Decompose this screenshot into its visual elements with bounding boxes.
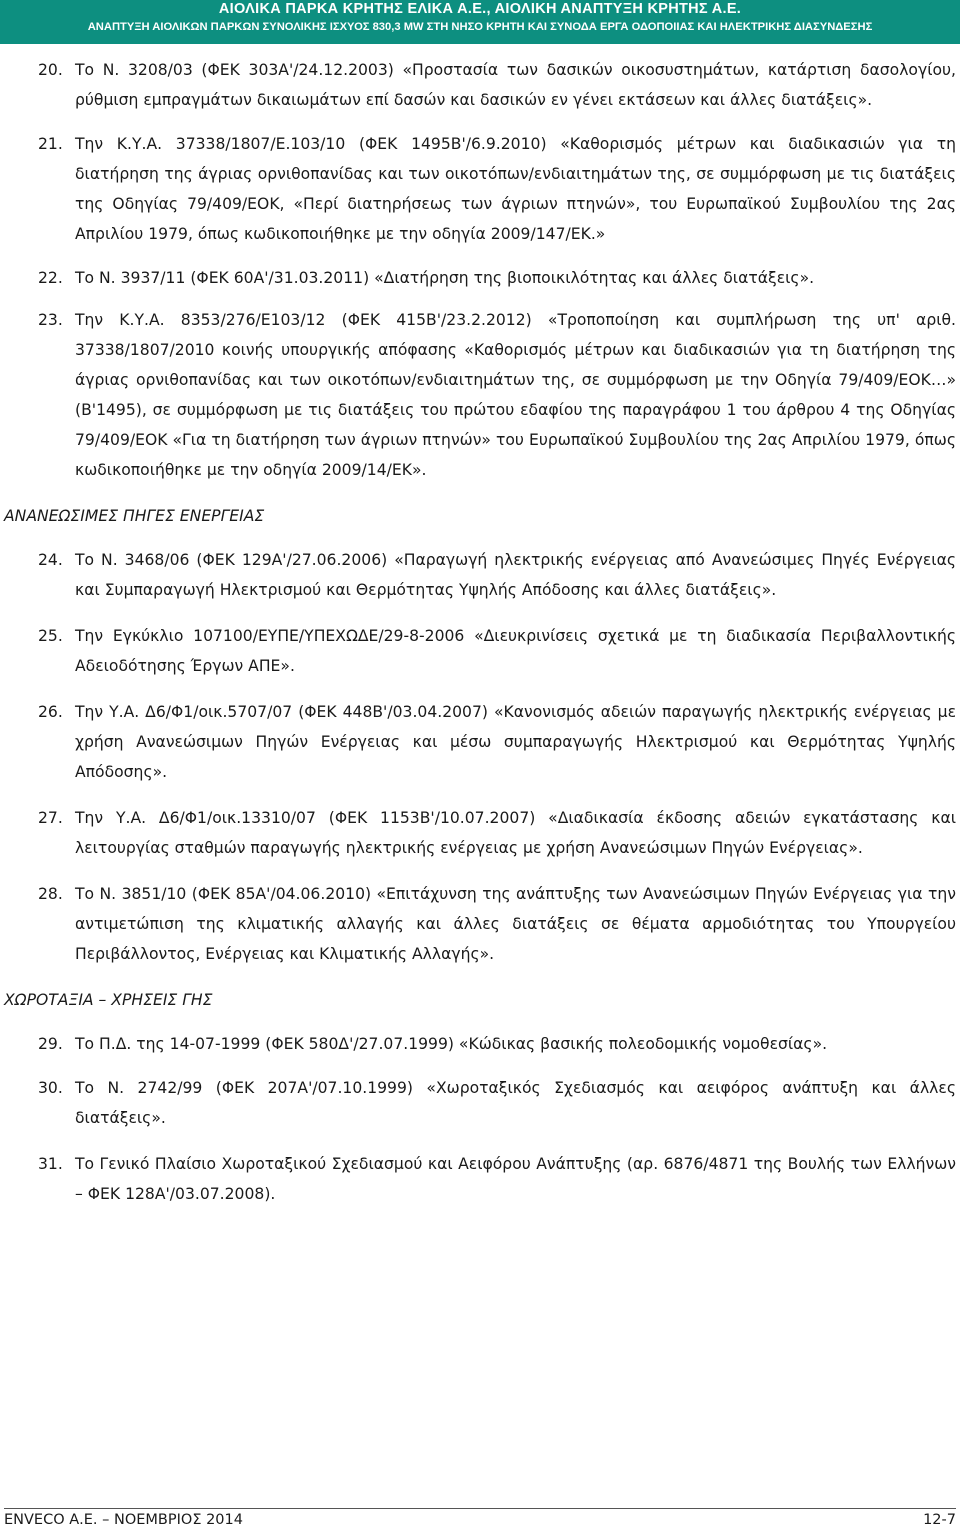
item-text: Την Κ.Υ.Α. 8353/276/Ε103/12 (ΦΕΚ 415Β'/23.2.2012) «Τροποποίηση και συμπλήρωση της υπ' αριθ. 37338/1807/2010 κοινής υπουργικής απόφασης «Καθορισμός μέτρων και διαδικασιών για τη διατήρηση της άγριας ορνιθοπανίδας και των οικοτόπων/ενδιαιτημάτων της, σε συμμόρφωση με την Οδηγία 79/409/ΕΟΚ…» (Β'1495), σε συμμόρφωση με τις διατάξεις του πρώτου εδαφίου της παραγράφου 1 του άρθρου 4 της Οδηγίας 79/409/ΕΟΚ «Για τη διατήρηση των άγριων πτηνών» του Ευρωπαϊκού Συμβουλίου της 2ας Απριλίου 1979, όπως κωδικοποιήθηκε με την οδηγία 2009/14/ΕΚ».: [75, 311, 956, 479]
item-text: Το Ν. 3468/06 (ΦΕΚ 129Α'/27.06.2006) «Παραγωγή ηλεκτρικής ενέργειας από Ανανεώσιμες Πηγές Ενέργειας και Συμπαραγωγή Ηλεκτρισμού και Θερμότητας Υψηλής Απόδοσης και άλλες διατάξεις».: [75, 551, 956, 599]
section-heading-renewables: ΑΝΑΝΕΩΣΙΜΕΣ ΠΗΓΕΣ ΕΝΕΡΓΕΙΑΣ: [4, 507, 265, 525]
item-text: Το Ν. 2742/99 (ΦΕΚ 207Α'/07.10.1999) «Χωροταξικός Σχεδιασμός και αειφόρος ανάπτυξη και άλλες διατάξεις».: [75, 1079, 956, 1127]
list-item: [0, 305, 960, 485]
item-text: Το Ν. 3208/03 (ΦΕΚ 303Α'/24.12.2003) «Προστασία των δασικών οικοσυστημάτων, κατάρτιση δασολογίου, ρύθμιση εμπραγμάτων δικαιωμάτων επί δασών και δασικών εν γένει εκτάσεων και άλλες διατάξεις».: [75, 61, 956, 109]
item-text: Την Υ.Α. Δ6/Φ1/οικ.5707/07 (ΦΕΚ 448Β'/03.04.2007) «Κανονισμός αδειών παραγωγής ηλεκτρικής ενέργειας με χρήση Ανανεώσιμων Πηγών Ενέργειας και μέσω συμπαραγωγής Ηλεκτρισμού και Θερμότητας Υψηλής Απόδοσης».: [75, 703, 956, 781]
list-item: [0, 1073, 960, 1133]
item-number: 24.: [38, 551, 63, 569]
item-number: 26.: [38, 703, 63, 721]
item-number: 30.: [38, 1079, 63, 1097]
header-subtitle: ΑΝΑΠΤΥΞΗ ΑΙΟΛΙΚΩΝ ΠΑΡΚΩΝ ΣΥΝΟΛΙΚΗΣ ΙΣΧΥΟΣ 830,3 MW ΣΤΗ ΝΗΣΟ ΚΡΗΤΗ ΚΑΙ ΣΥΝΟΔΑ ΕΡΓΑ ΟΔΟΠΟΙΙΑΣ ΚΑΙ ΗΛΕΚΤΡΙΚΗΣ ΔΙΑΣΥΝΔΕΣΗΣ: [87, 21, 873, 33]
item-number: 31.: [38, 1155, 63, 1173]
footer-company-date: ENVECO Α.Ε. – ΝΟΕΜΒΡΙΟΣ 2014: [4, 1512, 243, 1528]
list-item: [0, 621, 960, 681]
document-body: [0, 55, 960, 1209]
item-number: 23.: [38, 311, 63, 329]
item-number: 29.: [38, 1035, 63, 1053]
item-text: Την Κ.Υ.Α. 37338/1807/Ε.103/10 (ΦΕΚ 1495Β'/6.9.2010) «Καθορισμός μέτρων και διαδικασιών για τη διατήρηση της άγριας ορνιθοπανίδας και των οικοτόπων/ενδιαιτημάτων της, σε συμμόρφωση με τις διατάξεις της Οδηγίας 79/409/ΕΟΚ, «Περί διατηρήσεως των άγριων πτηνών», του Ευρωπαϊκού Συμβουλίου της 2ας Απριλίου 1979, όπως κωδικοποιήθηκε με την οδηγία 2009/147/ΕΚ.»: [75, 135, 956, 243]
page-footer: [4, 1512, 956, 1528]
list-item: [0, 879, 960, 969]
list-item: [0, 129, 960, 249]
item-number: 20.: [38, 61, 63, 79]
list-item: [0, 1029, 960, 1059]
item-text: Το Ν. 3851/10 (ΦΕΚ 85Α'/04.06.2010) «Επιτάχυνση της ανάπτυξης των Ανανεώσιμων Πηγών Ενέργειας για την αντιμετώπιση της κλιματικής αλλαγής και άλλες διατάξεις σε θέματα αρμοδιότητας του Υπουργείου Περιβάλλοντος, Ενέργειας και Κλιματικής Αλλαγής».: [75, 885, 956, 963]
item-text: Το Ν. 3937/11 (ΦΕΚ 60Α'/31.03.2011) «Διατήρηση της βιοποικιλότητας και άλλες διατάξεις».: [75, 269, 815, 287]
list-item: [0, 697, 960, 787]
item-text: Το Γενικό Πλαίσιο Χωροταξικού Σχεδιασμού και Αειφόρου Ανάπτυξης (αρ. 6876/4871 της Βουλής των Ελλήνων – ΦΕΚ 128Α'/03.07.2008).: [75, 1155, 956, 1203]
page-header: [0, 0, 960, 44]
item-number: 22.: [38, 269, 63, 287]
list-item: [0, 55, 960, 115]
item-number: 21.: [38, 135, 63, 153]
list-item: [0, 263, 960, 293]
item-text: Το Π.Δ. της 14-07-1999 (ΦΕΚ 580Δ'/27.07.1999) «Κώδικας βασικής πολεοδομικής νομοθεσίας».: [75, 1035, 828, 1053]
item-number: 28.: [38, 885, 63, 903]
item-text: Την Υ.Α. Δ6/Φ1/οικ.13310/07 (ΦΕΚ 1153Β'/10.07.2007) «Διαδικασία έκδοσης αδειών εγκατάστασης και λειτουργίας σταθμών παραγωγής ηλεκτρικής ενέργειας με χρήση Ανανεώσιμων Πηγών Ενέργειας».: [75, 809, 956, 857]
list-item: [0, 545, 960, 605]
list-item: [0, 803, 960, 863]
item-number: 27.: [38, 809, 63, 827]
section-heading-land-use: ΧΩΡΟΤΑΞΙΑ – ΧΡΗΣΕΙΣ ΓΗΣ: [4, 991, 213, 1009]
header-title: ΑΙΟΛΙΚΑ ΠΑΡΚΑ ΚΡΗΤΗΣ ΕΛΙΚΑ Α.Ε., ΑΙΟΛΙΚΗ ΑΝΑΠΤΥΞΗ ΚΡΗΤΗΣ Α.Ε.: [218, 1, 742, 17]
item-number: 25.: [38, 627, 63, 645]
page-number: 12-7: [923, 1512, 956, 1528]
list-item: [0, 1149, 960, 1209]
footer-divider: [4, 1508, 956, 1509]
item-text: Την Εγκύκλιο 107100/ΕΥΠΕ/ΥΠΕΧΩΔΕ/29-8-2006 «Διευκρινίσεις σχετικά με τη διαδικασία Περιβαλλοντικής Αδειοδότησης Έργων ΑΠΕ».: [75, 627, 956, 675]
